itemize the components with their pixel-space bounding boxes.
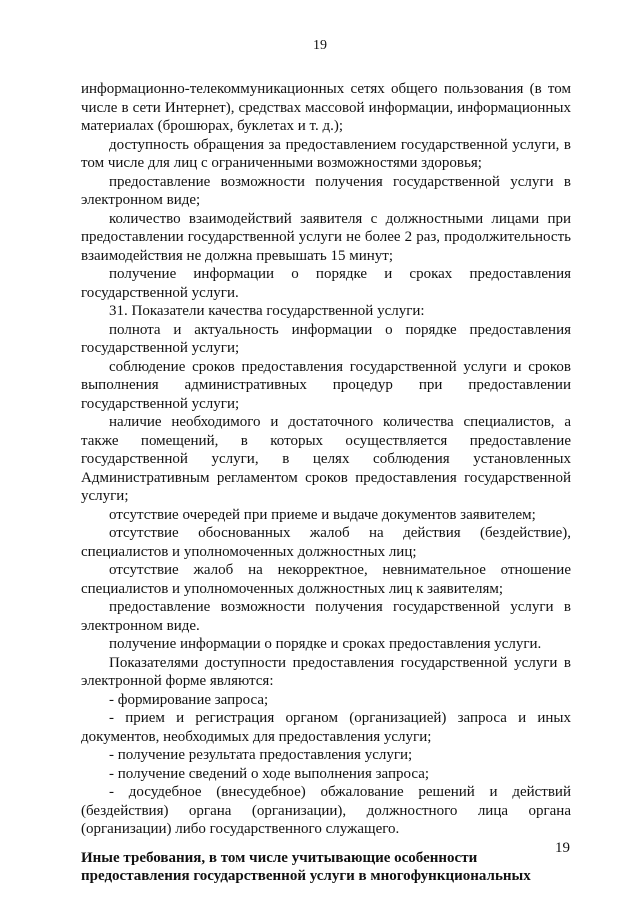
- page-number-top: 19: [313, 38, 327, 53]
- paragraph: предоставление возможности получения государственной услуги в электронном виде;: [81, 173, 571, 208]
- section-heading-line: предоставления государственной услуги в многофункциональных: [81, 868, 531, 884]
- document-body: [81, 80, 571, 886]
- page-number-bottom: 19: [555, 840, 570, 856]
- paragraph: наличие необходимого и достаточного количества специалистов, а также помещений, в которых осуществляется предоставление государственной услуги, в целях соблюдения установленных Административным регламентом сроков предоставления государственной услуги;: [81, 414, 571, 504]
- paragraph: получение информации о порядке и сроках предоставления государственной услуги.: [81, 266, 571, 301]
- section-heading: [81, 849, 571, 886]
- paragraph: - получение результата предоставления услуги;: [109, 747, 413, 763]
- paragraph: - формирование запроса;: [109, 691, 269, 708]
- paragraph: Показателями доступности предоставления государственной услуги в электронной форме являются:: [81, 654, 571, 689]
- paragraph: - получение сведений о ходе выполнения запроса;: [109, 765, 430, 782]
- paragraph: соблюдение сроков предоставления государственной услуги и сроков выполнения административных процедур при предоставлении государственной услуги;: [81, 358, 571, 412]
- paragraph: получение информации о порядке и сроках предоставления услуги.: [109, 636, 542, 652]
- paragraph: отсутствие обоснованных жалоб на действия (бездействие), специалистов и уполномоченных должностных лиц;: [81, 525, 571, 560]
- paragraph: отсутствие очередей при приеме и выдаче документов заявителем;: [109, 506, 536, 523]
- paragraph: предоставление возможности получения государственной услуги в электронном виде.: [81, 599, 571, 634]
- paragraph: полнота и актуальность информации о порядке предоставления государственной услуги;: [81, 321, 571, 356]
- paragraph: - прием и регистрация органом (организацией) запроса и иных документов, необходимых для предоставления услуги;: [81, 710, 571, 745]
- paragraph: количество взаимодействий заявителя с должностными лицами при предоставлении государственной услуги не более 2 раз, продолжительность взаимодействия не должна превышать 15 минут;: [81, 210, 571, 264]
- paragraph: 31. Показатели качества государственной услуги:: [109, 303, 425, 319]
- paragraph-list: [81, 80, 571, 839]
- paragraph: - досудебное (внесудебное) обжалование решений и действий (бездействия) органа (организации), должностного лица органа (организации) либо государственного служащего.: [81, 784, 571, 837]
- paragraph: доступность обращения за предоставлением государственной услуги, в том числе для лиц с ограниченными возможностями здоровья;: [81, 136, 571, 171]
- paragraph: отсутствие жалоб на некорректное, невнимательное отношение специалистов и уполномоченных должностных лиц к заявителям;: [81, 562, 571, 597]
- paragraph: информационно-телекоммуникационных сетях общего пользования (в том числе в сети Интернет), средствах массовой информации, информационных материалах (брошюрах, буклетах и т. д.);: [81, 81, 571, 134]
- section-heading-line: Иные требования, в том числе учитывающие особенности: [81, 849, 478, 866]
